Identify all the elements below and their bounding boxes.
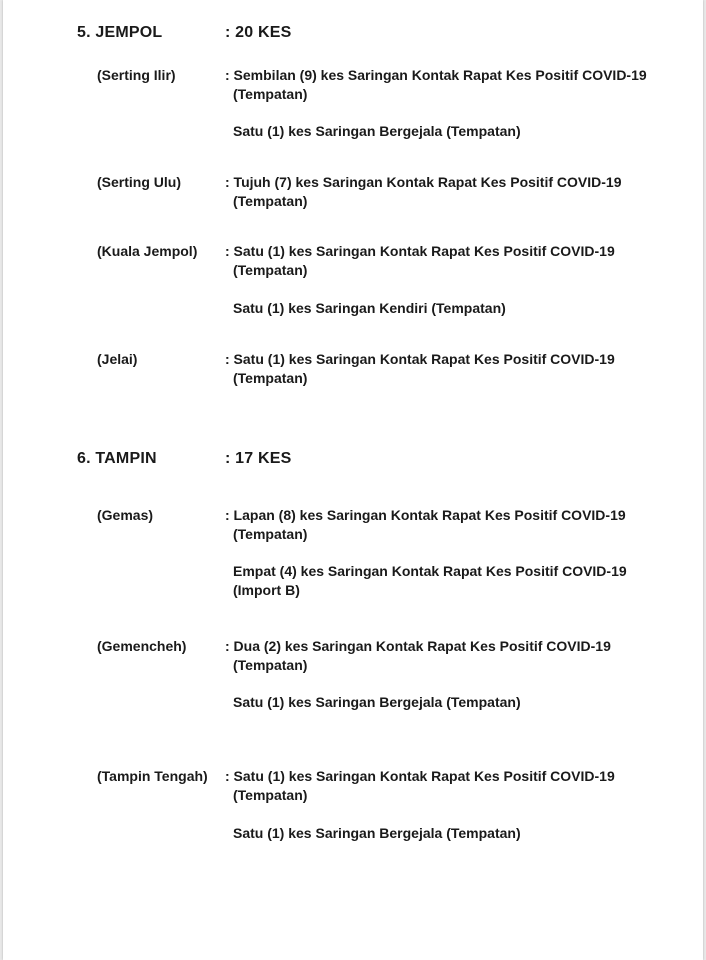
case-detail: Empat (4) kes Saringan Kontak Rapat Kes Positif COVID-19: [233, 563, 627, 579]
district-total-jempol: : 20 KES: [225, 24, 292, 41]
case-detail: : Dua (2) kes Saringan Kontak Rapat Kes Positif COVID-19: [225, 638, 611, 654]
case-detail-origin: (Tempatan): [233, 370, 308, 386]
case-detail: : Satu (1) kes Saringan Kontak Rapat Kes Positif COVID-19: [225, 243, 615, 259]
case-detail: Satu (1) kes Saringan Bergejala (Tempatan): [233, 694, 521, 710]
case-detail-origin: (Tempatan): [233, 262, 308, 278]
document-page: [3, 0, 703, 960]
area-kuala-jempol: (Kuala Jempol): [97, 243, 198, 259]
district-total-tampin: : 17 KES: [225, 450, 292, 467]
case-detail: Satu (1) kes Saringan Bergejala (Tempatan): [233, 123, 521, 139]
district-heading-jempol: 5. JEMPOL: [77, 24, 163, 41]
case-detail-origin: (Tempatan): [233, 787, 308, 803]
case-detail: : Lapan (8) kes Saringan Kontak Rapat Kes Positif COVID-19: [225, 507, 626, 523]
case-detail: Satu (1) kes Saringan Bergejala (Tempatan): [233, 825, 521, 841]
case-detail-origin: (Tempatan): [233, 526, 308, 542]
case-detail: : Satu (1) kes Saringan Kontak Rapat Kes Positif COVID-19: [225, 351, 615, 367]
case-detail: : Sembilan (9) kes Saringan Kontak Rapat Kes Positif COVID-19: [225, 67, 647, 83]
area-serting-ulu: (Serting Ulu): [97, 174, 181, 190]
case-detail: : Satu (1) kes Saringan Kontak Rapat Kes Positif COVID-19: [225, 768, 615, 784]
area-tampin-tengah: (Tampin Tengah): [97, 768, 208, 784]
area-gemencheh: (Gemencheh): [97, 638, 187, 654]
case-detail-origin: (Tempatan): [233, 193, 308, 209]
case-detail: Satu (1) kes Saringan Kendiri (Tempatan): [233, 300, 506, 316]
case-detail-origin: (Tempatan): [233, 86, 308, 102]
area-gemas: (Gemas): [97, 507, 154, 523]
district-heading-tampin: 6. TAMPIN: [77, 450, 157, 467]
area-serting-ilir: (Serting Ilir): [97, 67, 176, 83]
case-detail-origin: (Tempatan): [233, 657, 308, 673]
case-detail-origin: (Import B): [233, 582, 300, 598]
area-jelai: (Jelai): [97, 351, 138, 367]
case-detail: : Tujuh (7) kes Saringan Kontak Rapat Kes Positif COVID-19: [225, 174, 622, 190]
